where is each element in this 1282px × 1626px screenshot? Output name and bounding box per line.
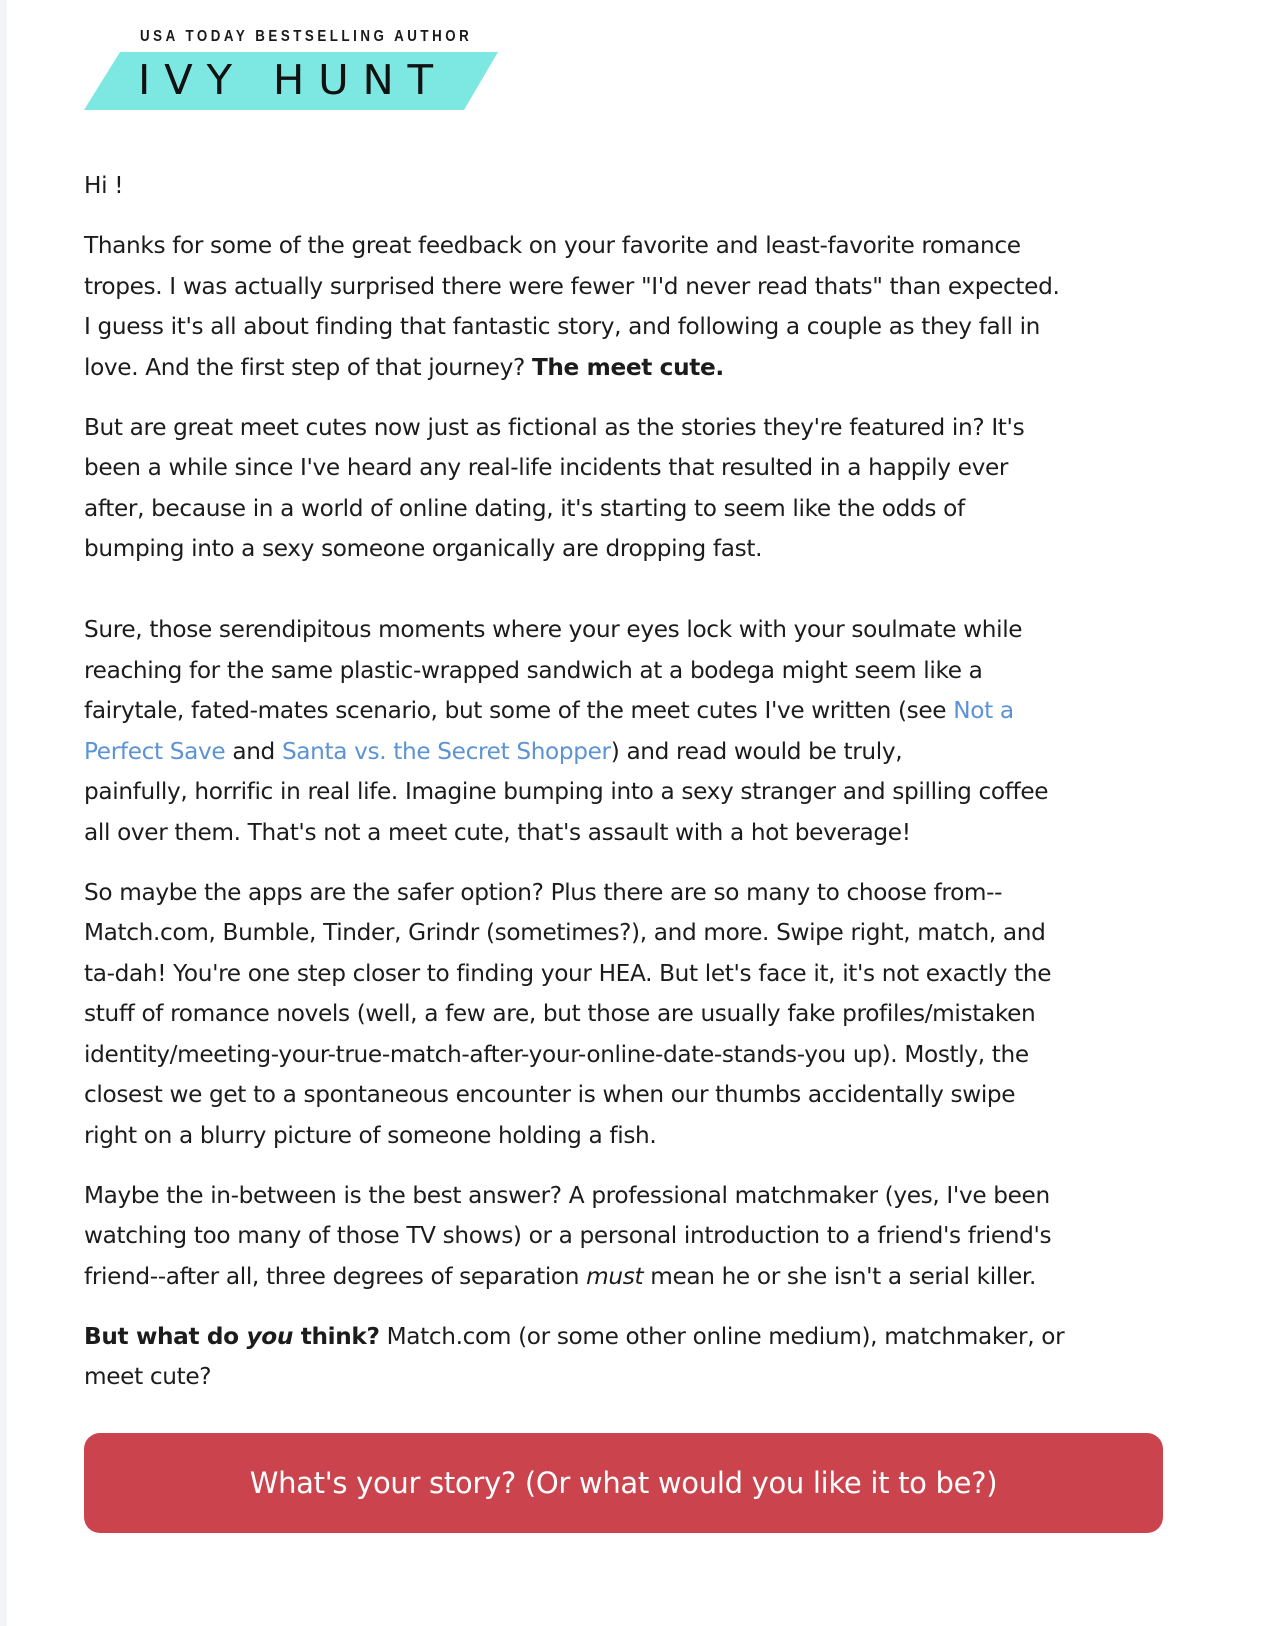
email-body bbox=[84, 166, 1184, 1417]
text-line: So maybe the apps are the safer option? Plus there are so many to choose from-- bbox=[84, 878, 1003, 906]
text-line: Match.com (or some other online medium), matchmaker, or bbox=[379, 1322, 1065, 1350]
paragraph-tropes bbox=[84, 226, 1184, 388]
text-line: Match.com, Bumble, Tinder, Grindr (sometimes?), and more. Swipe right, match, and bbox=[84, 919, 1046, 946]
paragraph-serendipitous bbox=[84, 610, 1184, 853]
text-line: been a while since I've heard any real-life incidents that resulted in a happily ever bbox=[84, 454, 1009, 481]
paragraph-matchmaker bbox=[84, 1176, 1184, 1298]
text-line: watching too many of those TV shows) or a personal introduction to a friend's friend's bbox=[84, 1222, 1052, 1249]
text-line: But are great meet cutes now just as fictional as the stories they're featured in? It's bbox=[84, 413, 1025, 441]
text-line: mean he or she isn't a serial killer. bbox=[643, 1262, 1036, 1290]
text-line: tropes. I was actually surprised there were fewer "I'd never read thats" than expected. bbox=[84, 272, 1060, 300]
bold-text: think? bbox=[293, 1322, 380, 1350]
text-line: meet cute? bbox=[84, 1363, 212, 1390]
link-text[interactable]: Not a bbox=[953, 697, 1014, 724]
text-line: stuff of romance novels (well, a few are, but those are usually fake profiles/mistaken bbox=[84, 1000, 1036, 1027]
greeting: Hi ! bbox=[84, 172, 124, 199]
text-line: I guess it's all about finding that fantastic story, and following a couple as they fall in bbox=[84, 313, 1041, 340]
text-and: and bbox=[225, 737, 282, 765]
whats-your-story-button[interactable] bbox=[84, 1433, 1163, 1533]
text-line: ta-dah! You're one step closer to finding your HEA. But let's face it, it's not exactly the bbox=[84, 959, 1052, 987]
paragraph-apps bbox=[84, 873, 1184, 1157]
text-line: after, because in a world of online dating, it's starting to seem like the odds of bbox=[84, 494, 965, 522]
bold-meet-cute: The meet cute. bbox=[531, 353, 724, 381]
paragraph-question bbox=[84, 1317, 1184, 1398]
text-line: painfully, horrific in real life. Imagine bumping into a sexy stranger and spilling coffee bbox=[84, 778, 1049, 805]
text-line: friend--after all, three degrees of separation bbox=[84, 1262, 587, 1290]
link-santa-vs-secret-shopper[interactable]: Santa vs. the Secret Shopper bbox=[281, 737, 611, 765]
text-line: all over them. That's not a meet cute, that's assault with a hot beverage! bbox=[84, 818, 911, 846]
link-text[interactable]: Perfect Save bbox=[84, 737, 226, 765]
text-line: right on a blurry picture of someone holding a fish. bbox=[84, 1121, 657, 1149]
text-line: love. And the first step of that journey? bbox=[84, 353, 532, 381]
author-logo bbox=[84, 22, 504, 112]
text-line: identity/meeting-your-true-match-after-your-online-date-stands-you up). Mostly, the bbox=[84, 1040, 1029, 1068]
text-line: Thanks for some of the great feedback on your favorite and least-favorite romance bbox=[84, 232, 1021, 259]
logo-name: IVY HUNT bbox=[138, 56, 447, 104]
emphasis-you: you bbox=[246, 1322, 293, 1350]
cta-label[interactable]: What's your story? (Or what would you like it to be?) bbox=[249, 1466, 998, 1500]
bold-text: But what do bbox=[84, 1322, 247, 1350]
text-line: Maybe the in-between is the best answer? A professional matchmaker (yes, I've been bbox=[84, 1181, 1050, 1209]
text-line: fairytale, fated-mates scenario, but some of the meet cutes I've written (see bbox=[84, 697, 954, 724]
text-line: ) and read would be truly, bbox=[610, 737, 903, 765]
paragraph-fictional bbox=[84, 408, 1184, 570]
bold-question bbox=[84, 1323, 380, 1350]
emphasis-must: must bbox=[586, 1262, 644, 1290]
text-line: Sure, those serendipitous moments where your eyes lock with your soulmate while bbox=[84, 616, 1023, 643]
left-edge-stripe bbox=[0, 0, 7, 1626]
text-line: closest we get to a spontaneous encounter is when our thumbs accidentally swipe bbox=[84, 1081, 1016, 1108]
logo-tagline: USA TODAY BESTSELLING AUTHOR bbox=[140, 28, 473, 45]
text-line: reaching for the same plastic-wrapped sandwich at a bodega might seem like a bbox=[84, 656, 983, 684]
text-line: bumping into a sexy someone organically are dropping fast. bbox=[84, 535, 763, 562]
